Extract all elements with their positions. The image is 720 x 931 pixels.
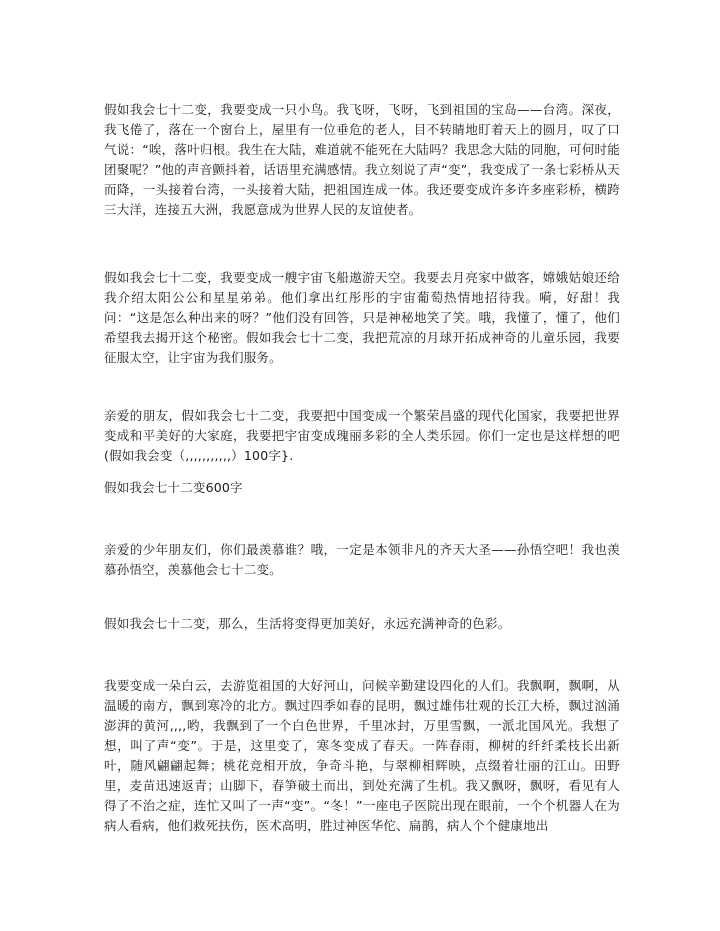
paragraph-spaceship: 假如我会七十二变，我要变成一艘宇宙飞船遨游天空。我要去月亮家中做客，嫦娥姑娘还给我介绍太阳公公和星星弟弟。他们拿出红彤彤的宇宙葡萄热情地招待我。嗬，好甜！我问：“这是怎么种出来的呀？”他们没有回答，只是神秘地笑了笑。哦，我懂了，懂了，他们希望我去揭开这个秘密。假如我会七十二变，我把荒凉的月球开拓成神奇的儿童乐园，我要征服太空，让宇宙为我们服务。 (104, 270, 620, 365)
paragraph-bird-bridge: 假如我会七十二变，我要变成一只小鸟。我飞呀，飞呀，飞到祖国的宝岛——台湾。深夜，我飞倦了，落在一个窗台上，屋里有一位垂危的老人，目不转睛地盯着天上的圆月，叹了口气说：“唉，落叶归根。我生在大陆，难道就不能死在大陆吗？我思念大陆的同胞，可何时能团聚呢？”他的声音颤抖着，话语里充满感情。我立刻说了声“变”，我变成了一条七彩桥从天而降，一头接着台湾，一头接着大陆，把祖国连成一体。我还要变成许多许多座彩桥，横跨三大洋，连接五大洲，我愿意成为世界人民的友谊使者。 (104, 102, 620, 217)
paragraph-white-cloud: 我要变成一朵白云，去游览祖国的大好河山，问候辛勤建设四化的人们。我飘啊，飘啊，从温暖的南方，飘到寒冷的北方。飘过四季如春的昆明，飘过雄伟壮观的长江大桥，飘过汹涌澎湃的黄河,,,,哟，我飘到了一个白色世界，千里冰封，万里雪飘，一派北国风光。我想了想，叫了声“变”。于是，这里变了，寒冬变成了春天。一阵春雨，柳树的纤纤柔枝长出新叶，随风翩翩起舞；桃花竞相开放，争奇斗艳，与翠柳相辉映，点缀着壮丽的江山。田野里，麦苗迅速返青；山脚下，春笋破土而出，到处充满了生机。我又飘呀，飘呀，看见有人得了不治之症，连忙又叫了一声“变”。“冬！”一座电子医院出现在眼前，一个个机器人在为病人看病，他们救死扶伤，医术高明，胜过神医华佗、扁鹊，病人个个健康地出 (104, 678, 620, 833)
paragraph-dear-friends: 亲爱的朋友，假如我会七十二变，我要把中国变成一个繁荣昌盛的现代化国家，我要把世界变成和平美好的大家庭，我要把宇宙变成瑰丽多彩的全人类乐园。你们一定也是这样想的吧(假如我会变（,,,,,,,,,,,）100字}. (104, 408, 620, 463)
essay-title: 假如我会七十二变600字 (104, 480, 243, 495)
paragraph-better-life: 假如我会七十二变，那么，生活将变得更加美好，永远充满神奇的色彩。 (104, 616, 511, 631)
paragraph-monkey-king: 亲爱的少年朋友们，你们最羡慕谁？哦，一定是本领非凡的齐天大圣——孙悟空吧！我也羡慕孙悟空，羡慕他会七十二变。 (104, 542, 620, 577)
